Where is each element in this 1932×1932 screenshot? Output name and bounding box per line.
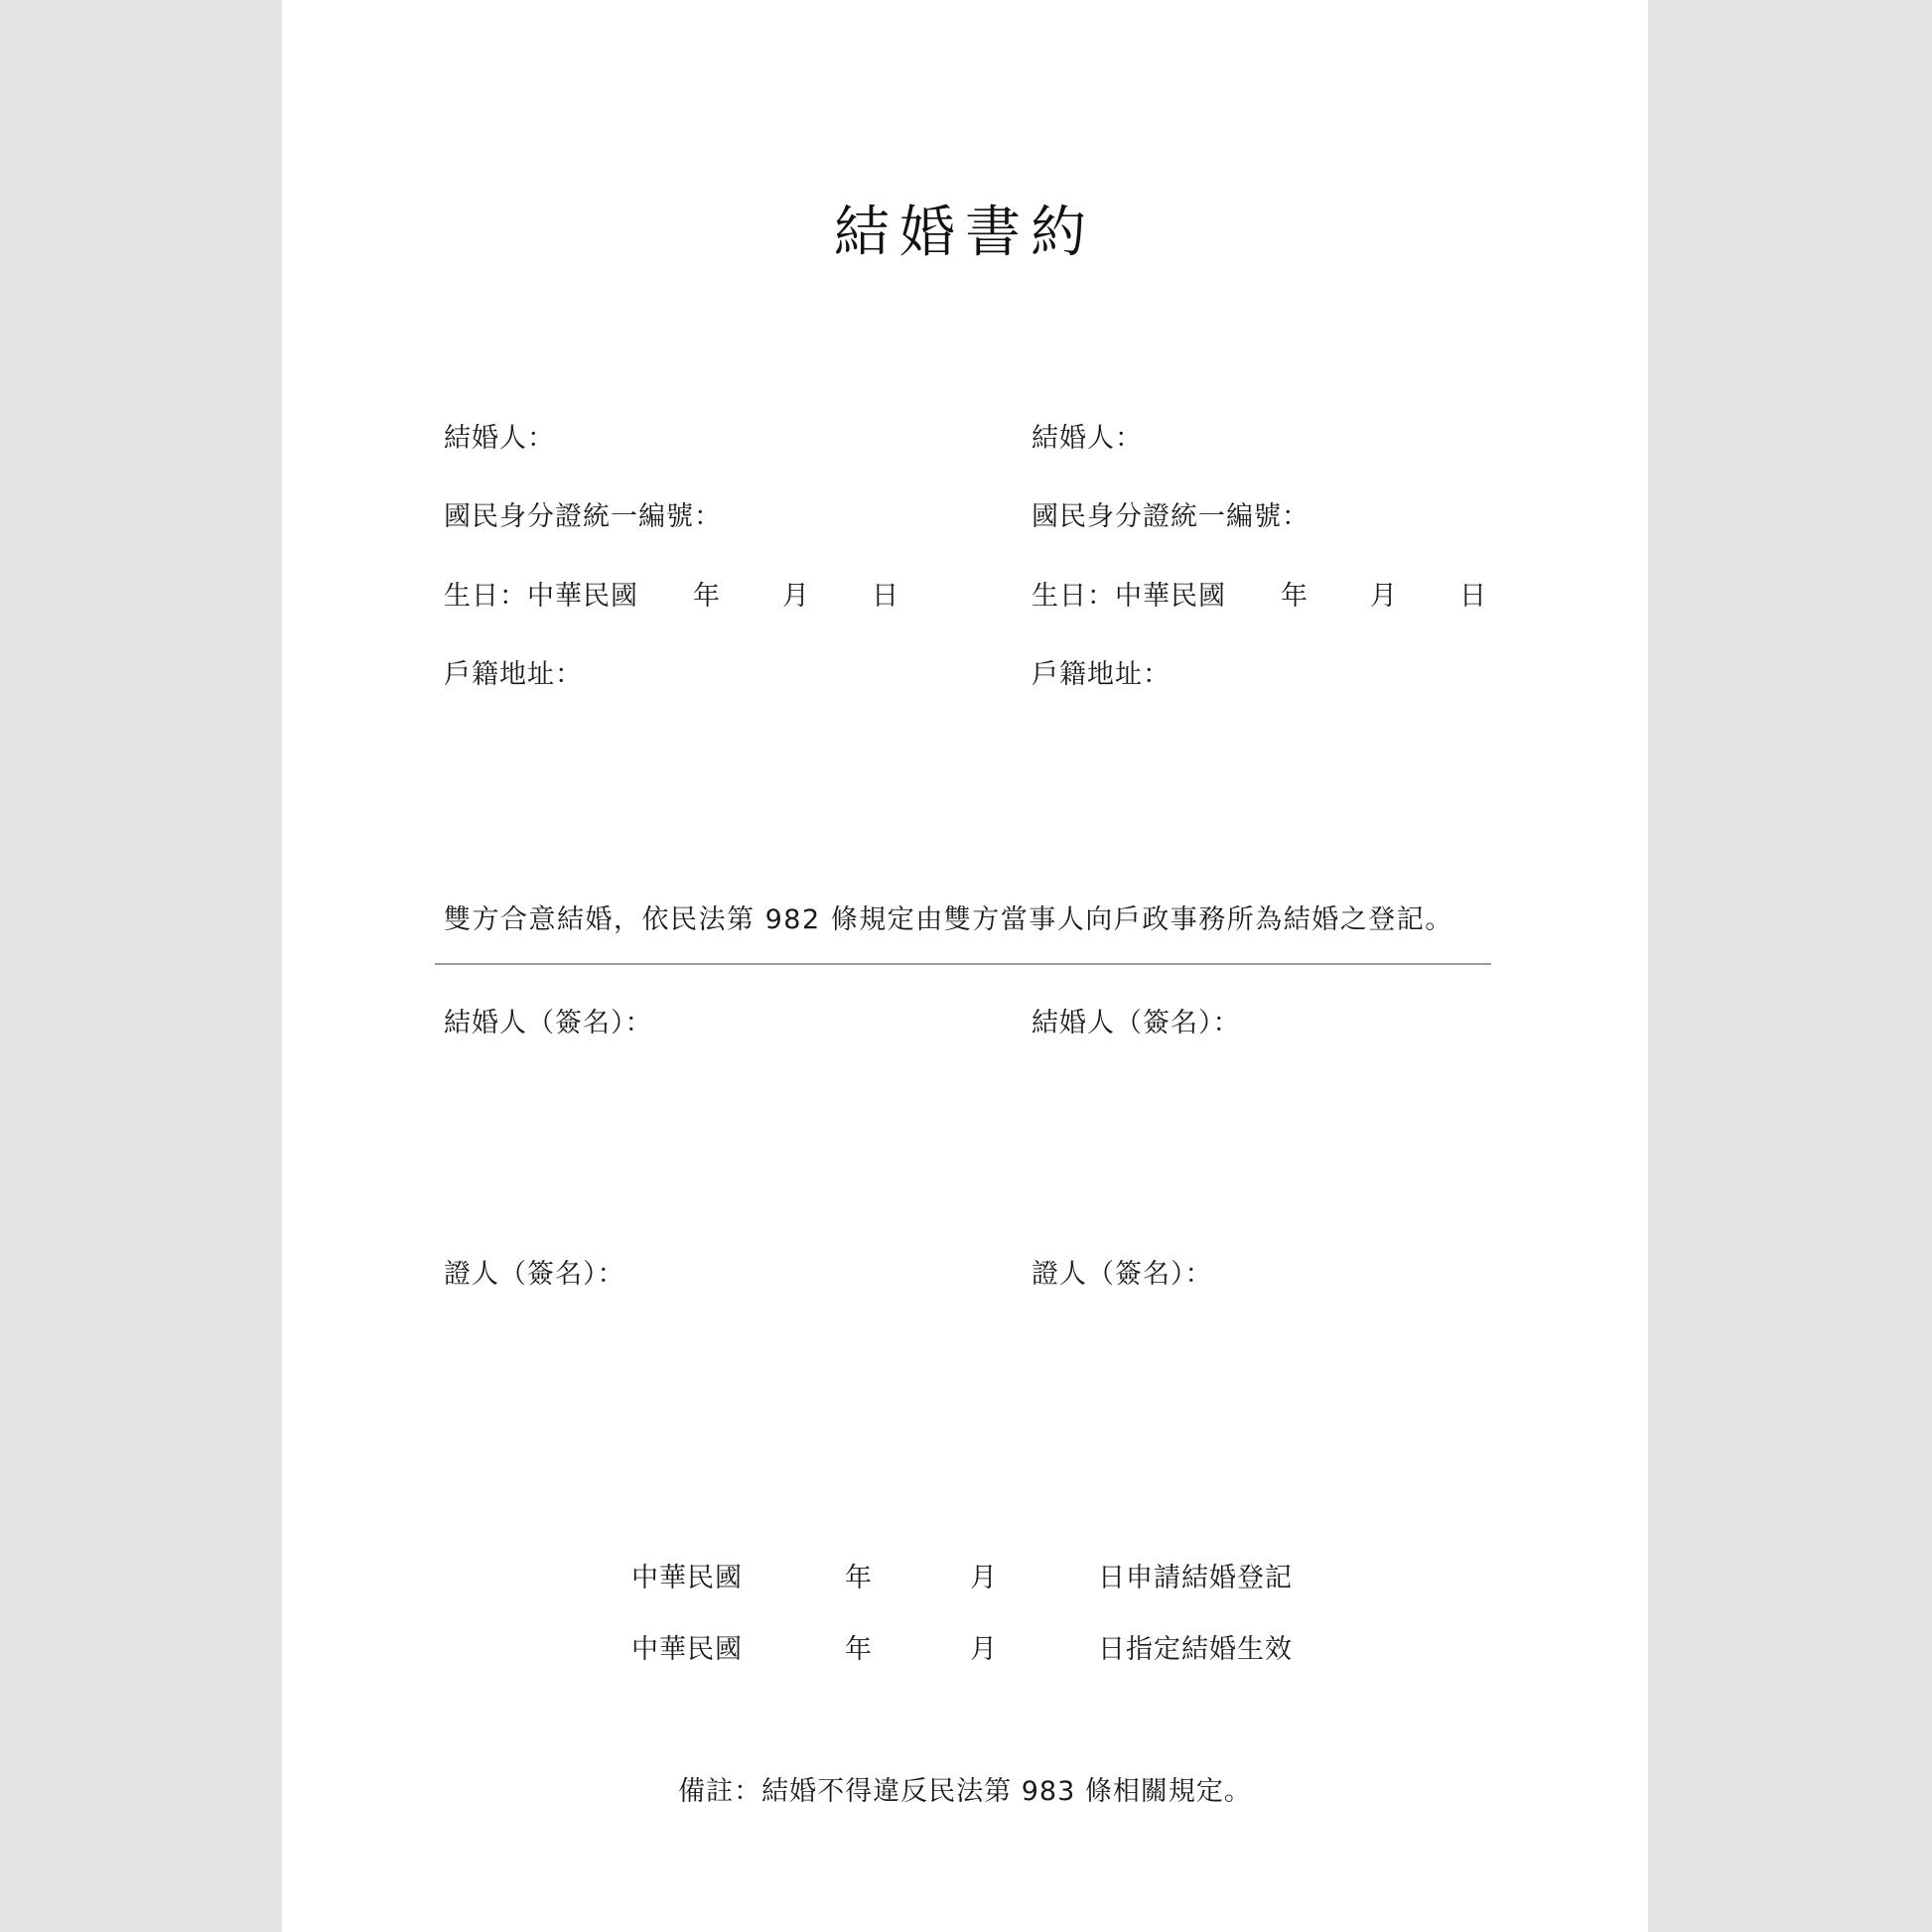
- right-party-id-label: 國民身分證統一編號：: [1032, 501, 1310, 532]
- document-page: [282, 0, 1648, 1932]
- effective-date-era: 中華民國: [631, 1634, 743, 1665]
- divider-line: [435, 963, 1491, 965]
- apply-date-era: 中華民國: [631, 1563, 743, 1593]
- left-party-signature-label: 結婚人（簽名）：: [444, 1008, 653, 1038]
- footnote: 備註：結婚不得違反民法第 983 條相關規定。: [678, 1776, 1252, 1807]
- left-party-birthday-label: 生日：中華民國: [444, 581, 638, 612]
- left-party-address-label: 戶籍地址：: [444, 659, 583, 690]
- apply-date-month: 月: [970, 1563, 998, 1593]
- apply-date-year: 年: [845, 1563, 873, 1593]
- effective-date-month: 月: [970, 1634, 998, 1665]
- right-birthday-day: 日: [1459, 581, 1487, 612]
- consent-statement: 雙方合意結婚，依民法第 982 條規定由雙方當事人向戶政事務所為結婚之登記。: [444, 904, 1453, 935]
- left-birthday-year: 年: [693, 581, 721, 612]
- right-birthday-year: 年: [1281, 581, 1309, 612]
- effective-date-suffix: 日指定結婚生效: [1098, 1634, 1293, 1665]
- effective-date-year: 年: [845, 1634, 873, 1665]
- apply-date-suffix: 日申請結婚登記: [1098, 1563, 1293, 1593]
- left-witness-signature-label: 證人（簽名）：: [444, 1259, 625, 1290]
- right-party-signature-label: 結婚人（簽名）：: [1032, 1008, 1241, 1038]
- left-birthday-month: 月: [782, 581, 810, 612]
- right-party-address-label: 戶籍地址：: [1032, 659, 1171, 690]
- document-title: 結婚書約: [834, 201, 1096, 265]
- right-witness-signature-label: 證人（簽名）：: [1032, 1259, 1213, 1290]
- right-party-birthday-label: 生日：中華民國: [1032, 581, 1226, 612]
- left-party-name-label: 結婚人：: [444, 423, 555, 454]
- right-party-name-label: 結婚人：: [1032, 423, 1143, 454]
- right-birthday-month: 月: [1370, 581, 1398, 612]
- left-birthday-day: 日: [872, 581, 899, 612]
- left-party-id-label: 國民身分證統一編號：: [444, 501, 722, 532]
